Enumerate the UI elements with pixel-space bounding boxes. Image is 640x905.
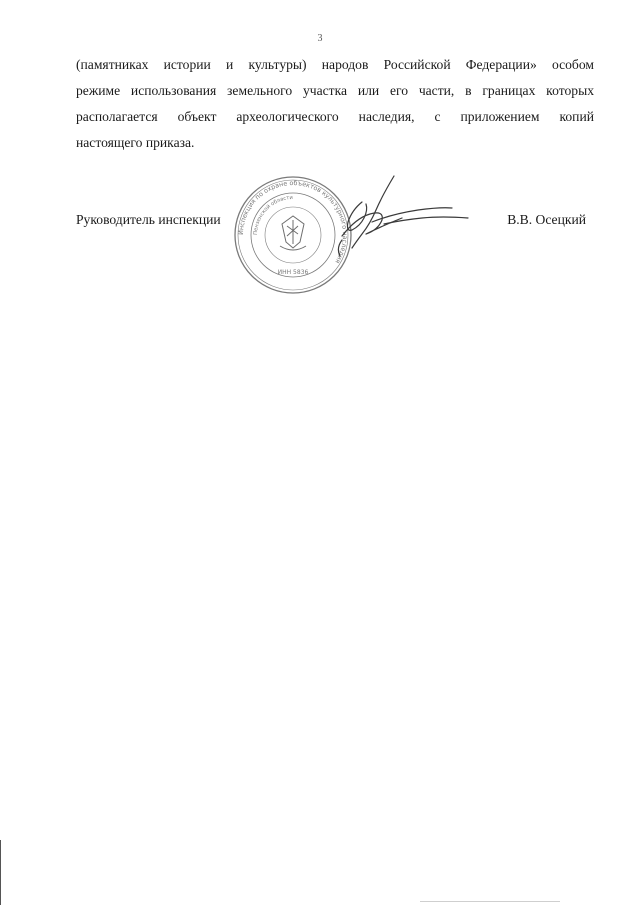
scan-margin-line: [420, 901, 560, 902]
body-line: (памятниках истории и культуры) народов Российской Федерации» особом: [76, 57, 594, 72]
page-number: 3: [317, 33, 323, 44]
handwritten-signature: [322, 174, 472, 264]
signer-title: Руководитель инспекции: [76, 212, 221, 227]
body-paragraph: [76, 52, 594, 156]
seal-outer-text: Инспекция по охране объектов культурного наследия: [236, 178, 350, 266]
seal-bottom-text: ИНН 5836: [277, 269, 309, 276]
body-line: настоящего приказа.: [76, 135, 195, 150]
signer-name: В.В. Осецкий: [507, 212, 586, 227]
body-line: располагается объект археологического наследия, с приложением копий: [76, 109, 594, 124]
scan-margin-line: [0, 840, 1, 905]
body-line: режиме использования земельного участка или его части, в границах которых: [76, 83, 594, 98]
seal-inner-text: Пензенской области: [252, 194, 293, 236]
